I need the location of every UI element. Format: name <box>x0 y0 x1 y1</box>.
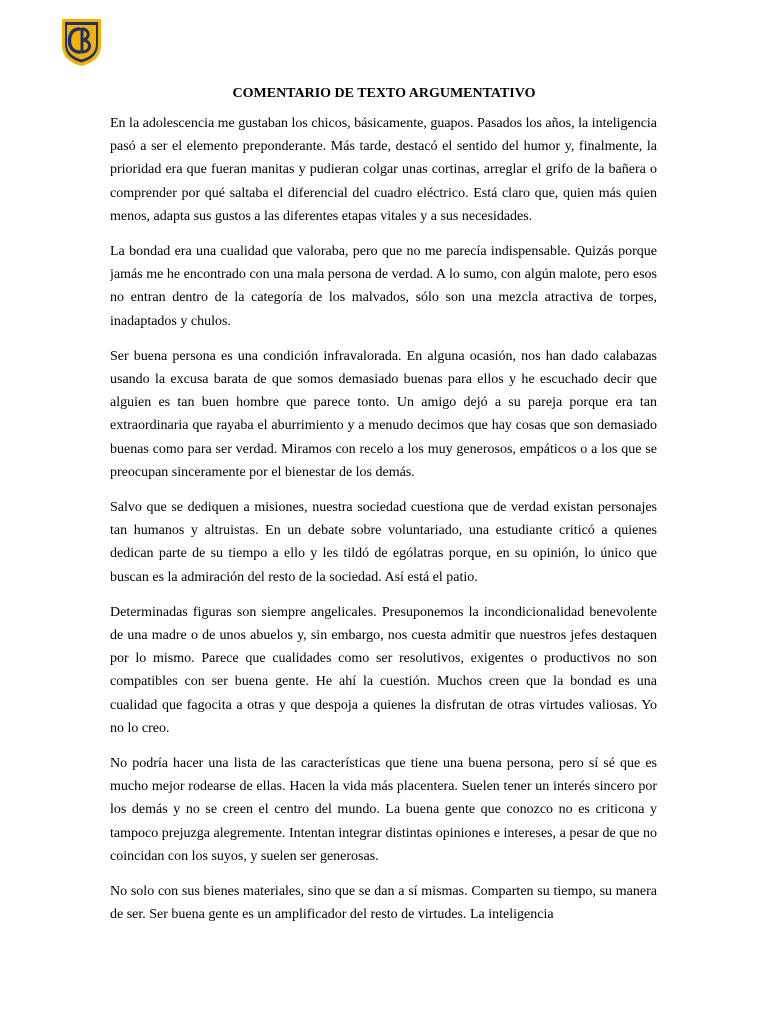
paragraph: No podría hacer una lista de las características que tiene una buena persona, pero sí sé que es mucho mejor rodearse de ellas. Hacen la vida más placentera. Suelen tener un interés sincero por los demás y no se creen el centro del mundo. La buena gente que conozco no es criticona y tampoco prejuzga alegremente. Intentan integrar distintas opiniones e intereses, a pesar de que no coincidan con los suyos, y suelen ser generosas. <box>110 756 657 864</box>
document-title: COMENTARIO DE TEXTO ARGUMENTATIVO <box>232 86 536 101</box>
paragraph: Ser buena persona es una condición infravalorada. En alguna ocasión, nos han dado calabazas usando la excusa barata de que somos demasiado buenas para ellos y he escuchado decir que alguien es tan buen hombre que parece tonto. Un amigo dejó a su pareja porque era tan extraordinaria que rayaba el aburrimiento y a menudo decimos que hay cosas que son demasiado buenas como para ser verdad. Miramos con recelo a los muy generosos, empáticos o a los que se preocupan sinceramente por el bienestar de los demás. <box>110 348 657 480</box>
paragraph: La bondad era una cualidad que valoraba, pero que no me parecía indispensable. Quizás porque jamás me he encontrado con una mala persona de verdad. A lo sumo, con algún malote, pero esos no entran dentro de la categoría de los malvados, sólo son una mezcla atractiva de torpes, inadaptados y chulos. <box>110 244 657 329</box>
paragraph: En la adolescencia me gustaban los chicos, básicamente, guapos. Pasados los años, la inteligencia pasó a ser el elemento preponderante. Más tarde, destacó el sentido del humor y, finalmente, la prioridad era que fueran manitas y pudieran colgar unas cortinas, arreglar el grifo de la bañera o comprender por qué saltaba el diferencial del cuadro eléctrico. Está claro que, quien más quien menos, adapta sus gustos a las diferentes etapas vitales y a sus necesidades. <box>110 116 657 224</box>
document-body <box>110 112 657 924</box>
paragraph: No solo con sus bienes materiales, sino que se dan a sí mismas. Comparten su tiempo, su manera de ser. Ser buena gente es un amplificador del resto de virtudes. La inteligencia <box>110 884 657 923</box>
school-crest-logo <box>60 17 103 67</box>
paragraph: Salvo que se dediquen a misiones, nuestra sociedad cuestiona que de verdad existan personajes tan humanos y altruistas. En un debate sobre voluntariado, una estudiante criticó a quienes dedican parte de su tiempo a ello y les tildó de ególatras porque, en su opinión, lo único que buscan es la admiración del resto de la sociedad. Así está el patio. <box>110 500 657 585</box>
paragraph: Determinadas figuras son siempre angelicales. Presuponemos la incondicionalidad benevolente de una madre o de unos abuelos y, sin embargo, nos cuesta admitir que nuestros jefes destaquen por lo mismo. Parece que cualidades como ser resolutivos, exigentes o productivos no son compatibles con ser buena gente. He ahí la cuestión. Muchos creen que la bondad es una cualidad que fagocita a otras y que despoja a quienes la disfrutan de otras virtudes valiosas. Yo no lo creo. <box>110 604 657 736</box>
